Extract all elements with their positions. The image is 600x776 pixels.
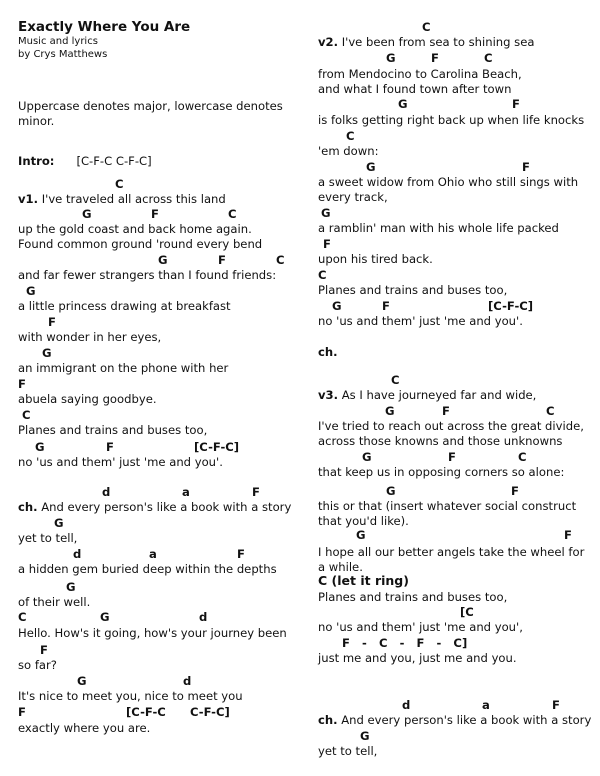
lyric-line: a sweet widow from Ohio who still sings with: [318, 175, 579, 189]
chord: G: [366, 160, 376, 174]
chord: a: [182, 485, 190, 499]
credit-line-1: Music and lyrics: [18, 36, 98, 47]
chord: d: [402, 698, 411, 712]
chord: F: [106, 440, 114, 454]
chord: G: [77, 674, 87, 688]
lyric-line: a ramblin' man with his whole life packed: [318, 221, 559, 235]
lyric-text: I've been from sea to shining sea: [341, 35, 535, 49]
chord: F: [431, 51, 439, 65]
chord: F: [237, 547, 245, 561]
chord: G: [35, 440, 45, 454]
chord: F: [18, 705, 26, 719]
chord: F: [511, 484, 519, 498]
lyric-line: a little princess drawing at breakfast: [18, 299, 231, 313]
verse-label: v3.: [318, 388, 339, 402]
chord: G: [360, 729, 370, 743]
chord: C-F-C]: [190, 705, 230, 719]
notation-note-line-2: minor.: [18, 114, 55, 128]
intro-label: Intro:: [18, 154, 55, 168]
chord: F: [252, 485, 260, 499]
lyric-line: no 'us and them' just 'me and you'.: [18, 455, 223, 469]
chord: G: [54, 516, 64, 530]
lyric-line: is folks getting right back up when life knocks: [318, 113, 585, 127]
chord: G: [100, 610, 110, 624]
lyric-line: Planes and trains and buses too,: [318, 283, 508, 297]
chord: d: [102, 485, 111, 499]
lyric-text: And every person's like a book with a story: [341, 713, 592, 727]
chord: G: [362, 450, 372, 464]
lyric-line: a hidden gem buried deep within the depths: [18, 562, 277, 576]
chord: F: [323, 237, 331, 251]
lyric-line: a while.: [318, 560, 363, 574]
lyric-line: yet to tell,: [318, 744, 378, 758]
chord: G: [332, 299, 342, 313]
lyric-line: that keep us in opposing corners so alone:: [318, 465, 565, 479]
lyric-line: Planes and trains and buses too,: [18, 423, 208, 437]
chord: C: [484, 51, 493, 65]
intro-line: [18, 154, 152, 168]
lyric-line: that you'd like).: [318, 514, 409, 528]
lyric-line: of their well.: [18, 595, 91, 609]
lyric-line: It's nice to meet you, nice to meet you: [18, 689, 243, 703]
chord: C: [276, 253, 285, 267]
lyric-line: [18, 192, 226, 206]
lyric-line: 'em down:: [318, 144, 379, 158]
lyric-text: And every person's like a book with a story: [41, 500, 292, 514]
lyric-line: Hello. How's it going, how's your journey been: [18, 626, 287, 640]
chord: C: [318, 573, 328, 588]
chord-sequence: F - C - F - C]: [342, 636, 468, 650]
lyric-line: abuela saying goodbye.: [18, 392, 157, 406]
lyric-line: this or that (insert whatever social construct: [318, 499, 577, 513]
chord: C: [391, 373, 400, 387]
chord: d: [73, 547, 82, 561]
lyric-line: exactly where you are.: [18, 721, 151, 735]
lyric-line: from Mendocino to Carolina Beach,: [318, 67, 522, 81]
chord: F: [442, 404, 450, 418]
chord: F: [40, 643, 48, 657]
chord: F: [564, 528, 572, 542]
lyric-line: every track,: [318, 190, 388, 204]
lyric-line: so far?: [18, 658, 57, 672]
chord: C: [115, 177, 124, 191]
chord: F: [512, 97, 520, 111]
chord: G: [386, 484, 396, 498]
lyric-line: an immigrant on the phone with her: [18, 361, 229, 375]
lyric-line: no 'us and them' just 'me and you'.: [318, 314, 523, 328]
chord: G: [386, 51, 396, 65]
chord: C: [422, 20, 431, 34]
lyric-line: and what I found town after town: [318, 82, 512, 96]
verse-label: v2.: [318, 35, 339, 49]
lyric-line: up the gold coast and back home again.: [18, 222, 252, 236]
chord: a: [482, 698, 490, 712]
chord: [C-F-C]: [194, 440, 240, 454]
credit-line-2: by Crys Matthews: [18, 49, 108, 60]
chord: C: [18, 610, 27, 624]
chord: C: [318, 268, 327, 282]
chord: F: [18, 377, 26, 391]
lyric-text: As I have journeyed far and wide,: [341, 388, 537, 402]
chorus-reference: ch.: [318, 345, 338, 359]
lyric-line: yet to tell,: [18, 531, 78, 545]
lyric-line: [318, 388, 536, 402]
chord: F: [552, 698, 560, 712]
chord: G: [321, 206, 331, 220]
chord: F: [448, 450, 456, 464]
chorus-label: ch.: [18, 500, 38, 514]
chord: C: [22, 408, 31, 422]
chord: [C: [460, 605, 474, 619]
performance-note: (let it ring): [331, 573, 409, 588]
chord: F: [218, 253, 226, 267]
intro-chords: [C-F-C C-F-C]: [76, 154, 152, 168]
chord: G: [26, 284, 36, 298]
chord: a: [149, 547, 157, 561]
lyric-line: Found common ground 'round every bend: [18, 237, 263, 251]
chord: G: [66, 580, 76, 594]
lyric-line: [318, 713, 591, 727]
chord: F: [522, 160, 530, 174]
lyric-line: I hope all our better angels take the wheel for: [318, 545, 585, 559]
verse-label: v1.: [18, 192, 39, 206]
chord: d: [199, 610, 208, 624]
notation-note-line-1: Uppercase denotes major, lowercase denotes: [18, 99, 283, 113]
chord: d: [183, 674, 192, 688]
chord: C: [346, 129, 355, 143]
lyric-line: with wonder in her eyes,: [18, 330, 162, 344]
chord: G: [158, 253, 168, 267]
lyric-line: across those knowns and those unknowns: [318, 434, 563, 448]
chord: G: [398, 97, 408, 111]
chord: F: [48, 315, 56, 329]
lyric-text: I've traveled all across this land: [41, 192, 226, 206]
chord: G: [385, 404, 395, 418]
let-it-ring-line: [318, 574, 409, 588]
lyric-line: just me and you, just me and you.: [318, 651, 517, 665]
lyric-line: [18, 500, 291, 514]
lyric-line: upon his tired back.: [318, 252, 433, 266]
chord: G: [356, 528, 366, 542]
chord: C: [518, 450, 527, 464]
chord: [C-F-C]: [488, 299, 534, 313]
chord: [C-F-C: [126, 705, 166, 719]
chorus-label: ch.: [318, 713, 338, 727]
chord: C: [546, 404, 555, 418]
chord: G: [82, 207, 92, 221]
song-title: Exactly Where You Are: [18, 19, 191, 35]
lyric-line: no 'us and them' just 'me and you',: [318, 620, 523, 634]
chord: G: [42, 346, 52, 360]
lyric-line: I've tried to reach out across the great divide,: [318, 419, 584, 433]
chord: C: [228, 207, 237, 221]
lyric-line: [318, 35, 534, 49]
chord: F: [151, 207, 159, 221]
chord: F: [382, 299, 390, 313]
lyric-line: and far fewer strangers than I found friends:: [18, 268, 277, 282]
lyric-line: Planes and trains and buses too,: [318, 590, 508, 604]
